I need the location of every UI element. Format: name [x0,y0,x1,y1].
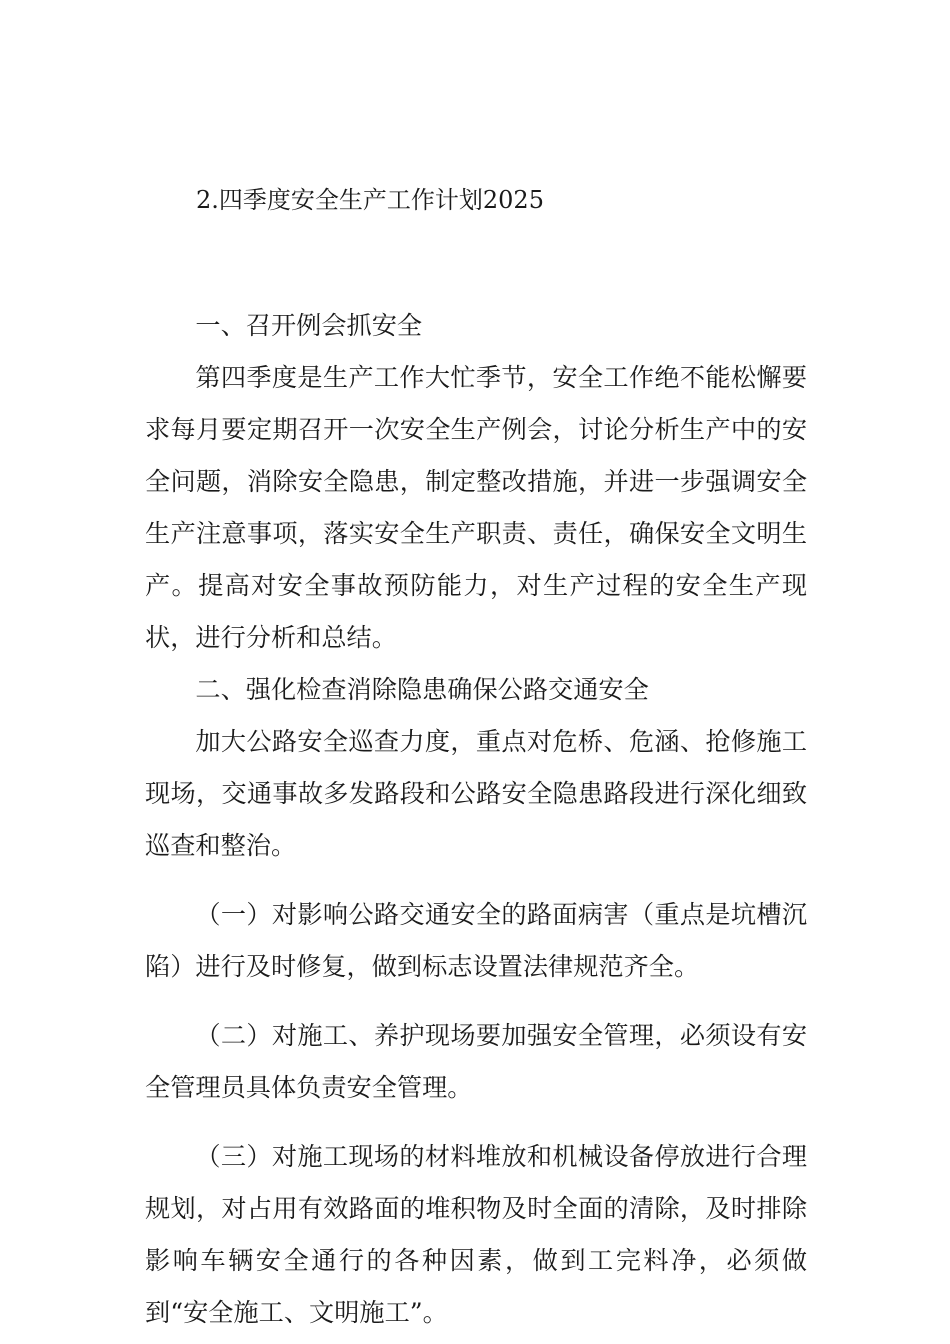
document-body [145,300,807,1339]
section-1-heading: 一、召开例会抓安全 [195,311,423,340]
document-title: 2.四季度安全生产工作计划2025 [196,186,544,214]
section-2-heading: 二、强化检查消除隐患确保公路交通安全 [195,675,649,704]
section-1-paragraph: 第四季度是生产工作大忙季节，安全工作绝不能松懈要求每月要定期召开一次安全生产例会，讨论分析生产中的安全问题，消除安全隐患，制定整改措施，并进一步强调安全生产注意事项，落实安全生产职责、责任，确保安全文明生产。提高对安全事故预防能力，对生产过程的安全生产现状，进行分析和总结。 [145,363,807,652]
section-2-item-1: （一）对影响公路交通安全的路面病害（重点是坑槽沉陷）进行及时修复，做到标志设置法律规范齐全。 [145,900,807,981]
section-2-item-3: （三）对施工现场的材料堆放和机械设备停放进行合理规划，对占用有效路面的堆积物及时全面的清除，及时排除影响车辆安全通行的各种因素，做到工完料净，必须做到“安全施工、文明施工”。 [145,1142,807,1327]
section-2-paragraph: 加大公路安全巡查力度，重点对危桥、危涵、抢修施工现场，交通事故多发路段和公路安全隐患路段进行深化细致巡查和整治。 [145,727,807,860]
section-2-item-2: （二）对施工、养护现场要加强安全管理，必须设有安全管理员具体负责安全管理。 [145,1021,807,1102]
